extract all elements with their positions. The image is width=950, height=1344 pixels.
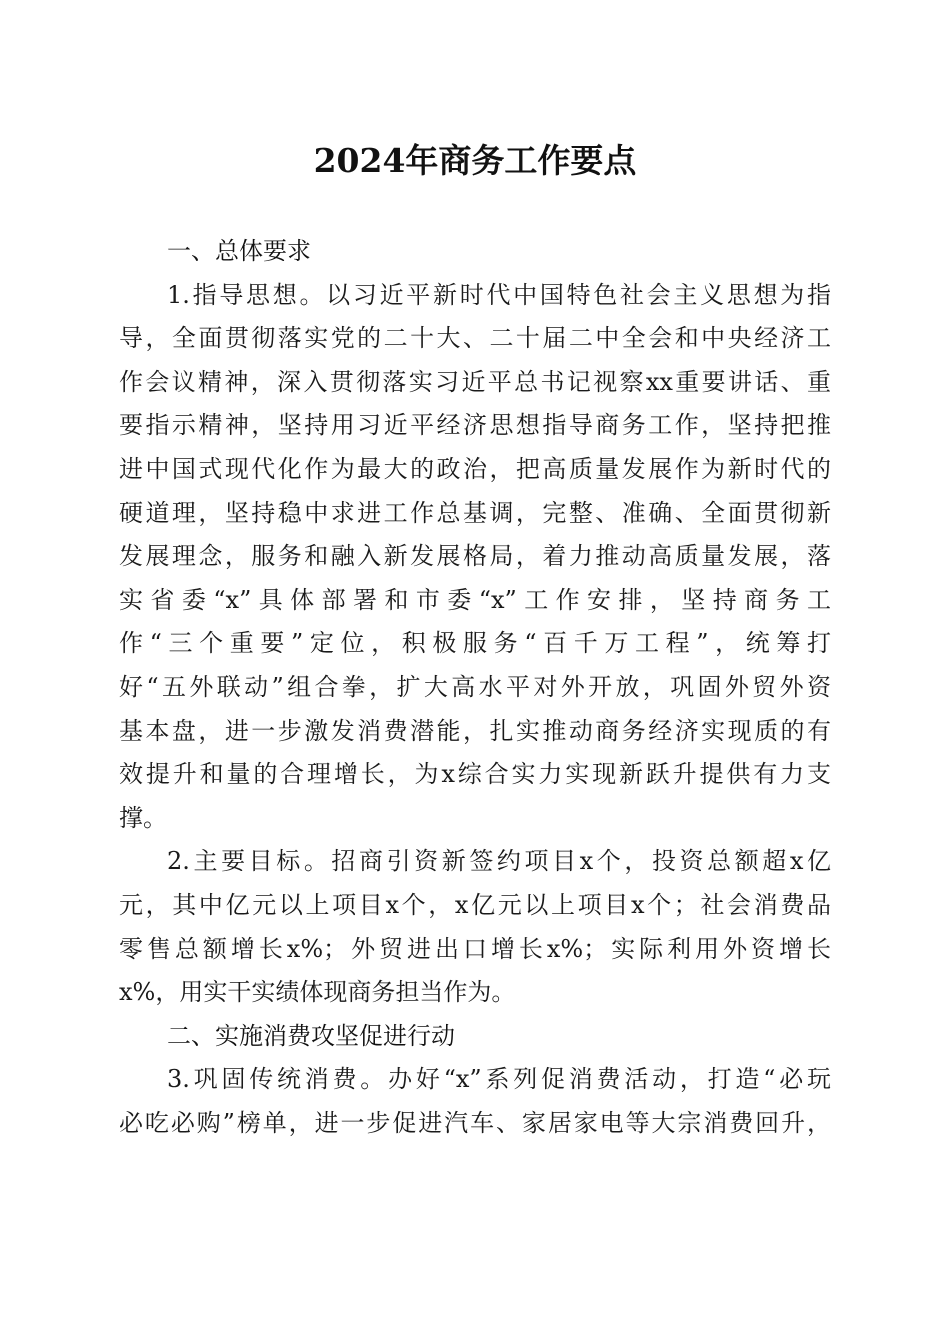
paragraph-guiding-ideology: [119, 274, 831, 841]
paragraph-line: 作“三个重要”定位，积极服务“百千万工程”，统筹打: [119, 629, 831, 658]
paragraph-line: 效提升和量的合理增长，为x综合实力实现新跃升提供有力支: [119, 760, 831, 789]
paragraph-line: 基本盘，进一步激发消费潜能，扎实推动商务经济实现质的有: [119, 716, 831, 745]
paragraph-line: 1.指导思想。以习近平新时代中国特色社会主义思想为指: [167, 280, 831, 309]
paragraph-line: 零售总额增长x%；外贸进出口增长x%；实际利用外资增长: [119, 934, 831, 963]
paragraph-line: 进中国式现代化作为最大的政治，把高质量发展作为新时代的: [119, 454, 831, 483]
paragraph-line: 2.主要目标。招商引资新签约项目x个，投资总额超x亿: [167, 847, 831, 876]
paragraph-line: 元，其中亿元以上项目x个，x亿元以上项目x个；社会消费品: [119, 890, 831, 919]
paragraph-line: 硬道理，坚持稳中求进工作总基调，完整、准确、全面贯彻新: [119, 498, 831, 527]
document-body: [119, 230, 831, 1145]
paragraph-line: 作会议精神，深入贯彻落实习近平总书记视察xx重要讲话、重: [119, 367, 831, 396]
paragraph-traditional-consumption: [119, 1058, 831, 1145]
section-heading-general-requirements: 一、总体要求: [167, 237, 311, 265]
paragraph-line: 发展理念，服务和融入新发展格局，着力推动高质量发展，落: [119, 542, 831, 571]
document-title: 2024年商务工作要点: [313, 141, 637, 180]
paragraph-line: 好“五外联动”组合拳，扩大高水平对外开放，巩固外贸外资: [119, 672, 831, 701]
paragraph-line: 要指示精神，坚持用习近平经济思想指导商务工作，坚持把推: [119, 411, 831, 440]
paragraph-line: 撑。: [119, 803, 167, 832]
paragraph-line: 导，全面贯彻落实党的二十大、二十届二中全会和中央经济工: [119, 324, 831, 353]
section-heading-consumption-action: 二、实施消费攻坚促进行动: [167, 1021, 455, 1050]
paragraph-line: 实省委“x”具体部署和市委“x”工作安排，坚持商务工: [119, 585, 831, 614]
paragraph-main-targets: [119, 840, 831, 1014]
paragraph-line: 必吃必购”榜单，进一步促进汽车、家居家电等大宗消费回升，: [119, 1108, 831, 1137]
paragraph-line: 3.巩固传统消费。办好“x”系列促消费活动，打造“必玩: [167, 1065, 831, 1094]
paragraph-line: x%，用实干实绩体现商务担当作为。: [119, 978, 516, 1007]
